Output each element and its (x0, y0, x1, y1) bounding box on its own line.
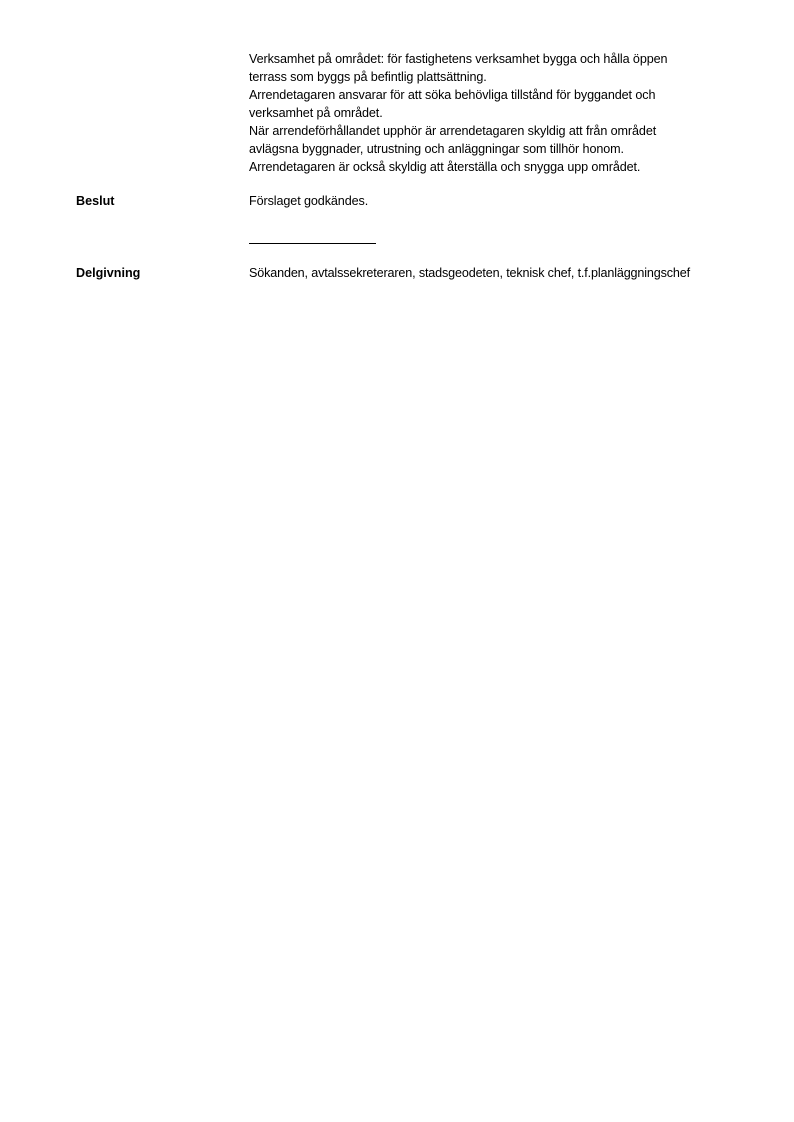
intro-line: terrass som byggs på befintlig plattsättning. (249, 70, 487, 84)
intro-line: Arrendetagaren är också skyldig att återställa och snygga upp området. (249, 160, 641, 174)
beslut-text: Förslaget godkändes. (249, 194, 369, 208)
signature-line (249, 243, 376, 244)
intro-line: verksamhet på området. (249, 106, 383, 120)
delgivning-text: Sökanden, avtalssekreteraren, stadsgeodeten, teknisk chef, t.f.planläggningschef (249, 266, 690, 280)
intro-paragraph (249, 50, 667, 176)
beslut-heading: Beslut (76, 194, 115, 208)
intro-line: När arrendeförhållandet upphör är arrendetagaren skyldig att från området (249, 124, 657, 138)
intro-line: Verksamhet på området: för fastighetens verksamhet bygga och hålla öppen (249, 52, 668, 66)
delgivning-heading: Delgivning (76, 266, 141, 280)
intro-line: Arrendetagaren ansvarar för att söka behövliga tillstånd för byggandet och (249, 88, 656, 102)
intro-line: avlägsna byggnader, utrustning och anläggningar som tillhör honom. (249, 142, 624, 156)
